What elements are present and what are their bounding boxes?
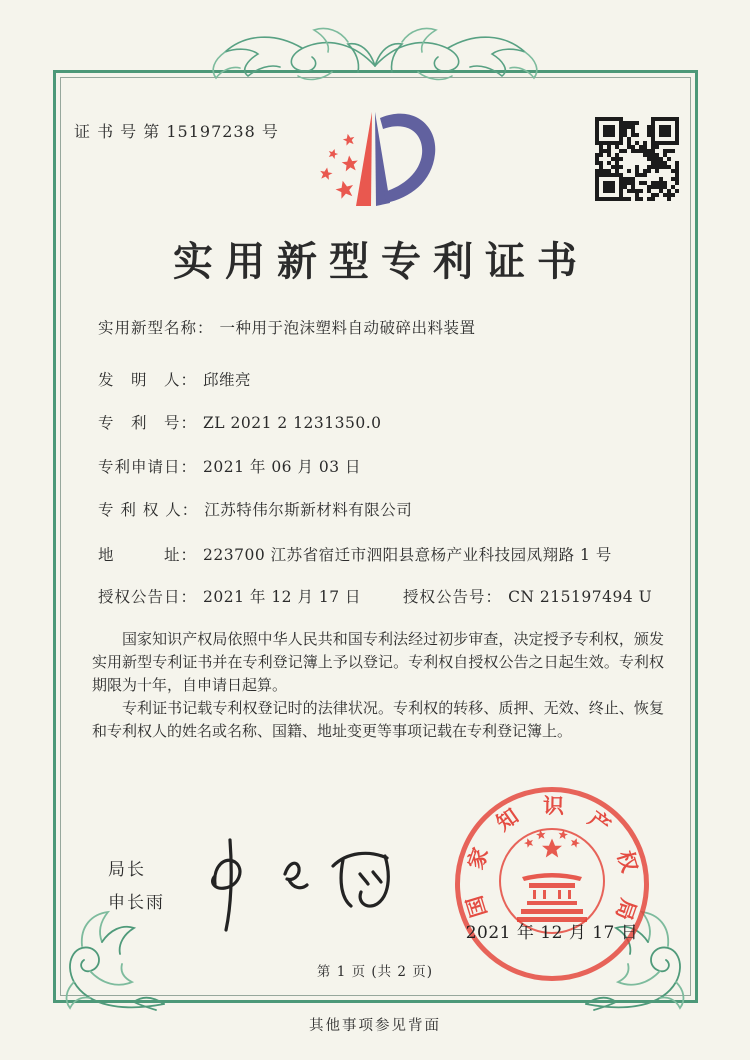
- field-label: 专 利 权 人：: [98, 501, 199, 519]
- field-value: 邱维亮: [203, 371, 252, 389]
- grant-number-value: CN 215197494 U: [508, 588, 653, 606]
- field-row-address: [98, 543, 612, 565]
- field-value: 江苏特伟尔斯新材料有限公司: [204, 501, 413, 519]
- legal-text-block: [92, 628, 664, 743]
- qr-code-icon: [595, 117, 679, 201]
- cnipa-logo-icon: [298, 98, 462, 230]
- seal-char: 权: [612, 847, 643, 876]
- page-number: 第 1 页 (共 2 页): [316, 964, 434, 980]
- field-row-patentee: [98, 498, 412, 520]
- signer-name: 申长雨: [108, 893, 165, 913]
- seal-char: 产: [583, 805, 616, 839]
- field-label: 地 址：: [98, 546, 198, 564]
- field-row-grant: [98, 585, 652, 607]
- grant-date-value: 2021 年 12 月 17 日: [203, 588, 362, 606]
- field-value: 223700 江苏省宿迁市泗阳县意杨产业科技园凤翔路 1 号: [203, 546, 612, 564]
- field-label: 发 明 人：: [98, 371, 198, 389]
- handwritten-signature: [185, 832, 435, 937]
- field-row-inventor: [98, 368, 251, 390]
- seal-date: 2021 年 12 月 17 日: [465, 923, 639, 943]
- field-value: 一种用于泡沫塑料自动破碎出料装置: [219, 319, 476, 337]
- seal-char: 家: [462, 844, 493, 873]
- seal-char: 国: [461, 892, 492, 921]
- certificate-number: 证 书 号 第 15197238 号: [74, 122, 279, 141]
- grant-date-label: 授权公告日：: [98, 588, 198, 606]
- field-row-patent-number: [98, 411, 382, 433]
- legal-paragraph-1: 国家知识产权局依照中华人民共和国专利法经过初步审查，决定授予专利权，颁发实用新型专利证书并在专利登记簿上予以登记。专利权自授权公告之日起生效。专利权期限为十年，自申请日起算。: [92, 630, 664, 694]
- seal-char: 局: [611, 895, 642, 924]
- top-garland-ornament: [180, 16, 570, 88]
- field-label: 专利申请日：: [98, 458, 198, 476]
- seal-char: 识: [542, 792, 565, 819]
- official-seal: [455, 787, 649, 981]
- legal-paragraph-2: 专利证书记载专利权登记时的法律状况。专利权的转移、质押、无效、终止、恢复和专利权人的姓名或名称、国籍、地址变更等事项记载在专利登记簿上。: [92, 699, 664, 740]
- field-value: ZL 2021 2 1231350.0: [203, 414, 382, 432]
- grant-number-label: 授权公告号：: [403, 588, 503, 606]
- field-row-filing-date: [98, 455, 361, 477]
- seal-char: 知: [491, 803, 523, 836]
- back-side-note: 其他事项参见背面: [309, 1018, 441, 1034]
- field-row-patent-name: [98, 316, 476, 338]
- certificate-title: 实用新型专利证书: [173, 238, 589, 285]
- field-value: 2021 年 06 月 03 日: [203, 458, 362, 476]
- field-label: 实用新型名称：: [98, 319, 214, 337]
- field-label: 专 利 号：: [98, 414, 198, 432]
- signer-title: 局长: [108, 860, 146, 880]
